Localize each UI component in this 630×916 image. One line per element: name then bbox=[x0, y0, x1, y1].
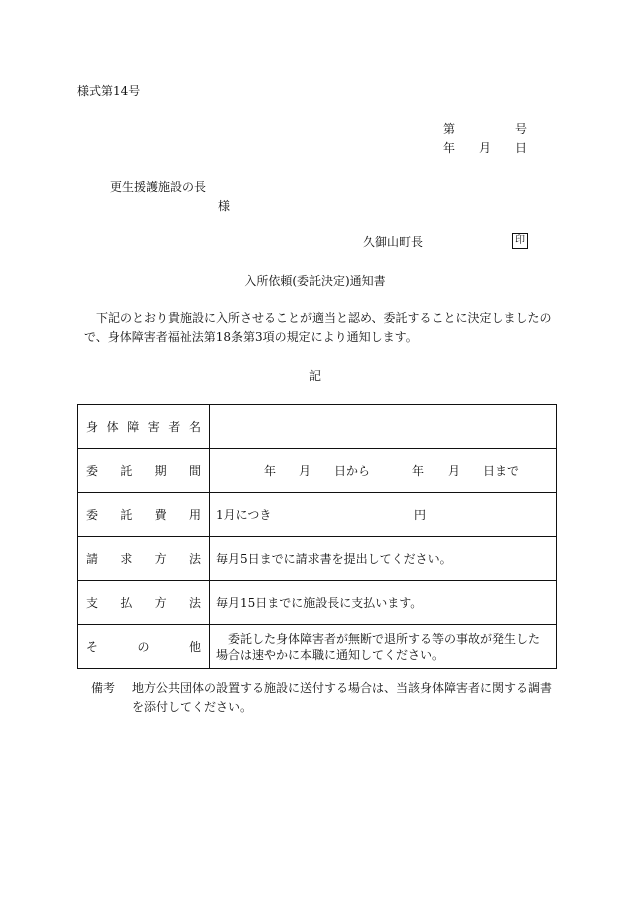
label-char: 託 bbox=[120, 508, 133, 522]
label-char: 他 bbox=[188, 640, 201, 654]
period-start-month: 月 bbox=[299, 463, 312, 478]
addressee-honorific: 様 bbox=[218, 199, 231, 213]
period-value bbox=[210, 449, 557, 493]
detail-table bbox=[77, 404, 557, 669]
remarks-text: 地方公共団体の設置する施設に送付する場合は、当該身体障害者に関する調書を添付してください。 bbox=[132, 681, 553, 714]
table-row bbox=[78, 493, 557, 537]
body-line-2: で、身体障害者福祉法第18条第3項の規定により通知します。 bbox=[84, 330, 418, 344]
label-cell bbox=[78, 537, 210, 581]
label-fee bbox=[86, 506, 201, 523]
body-line-1: 下記のとおり貴施設に入所させることが適当と認め、委託することに決定しましたの bbox=[96, 311, 552, 325]
fee-unit: 円 bbox=[414, 507, 427, 522]
label-char: 方 bbox=[154, 596, 167, 610]
addressee-name: 更生援護施設の長 bbox=[110, 180, 207, 194]
label-period bbox=[86, 462, 201, 479]
label-char: 害 bbox=[147, 420, 160, 434]
label-payment-method bbox=[86, 594, 201, 611]
table-row bbox=[78, 625, 557, 669]
period-start-day: 日から bbox=[334, 463, 371, 478]
label-char: 期 bbox=[154, 464, 167, 478]
body-text bbox=[84, 309, 556, 347]
label-char: 者 bbox=[168, 420, 181, 434]
document-date bbox=[443, 140, 527, 156]
form-number: 様式第14号 bbox=[77, 84, 141, 98]
date-day: 日 bbox=[514, 141, 527, 155]
label-char: 求 bbox=[120, 552, 133, 566]
label-cell bbox=[78, 449, 210, 493]
payment-method-value: 毎月15日までに施設長に支払います。 bbox=[210, 581, 557, 625]
fee-fields bbox=[216, 507, 550, 523]
label-char: 用 bbox=[188, 508, 201, 522]
label-cell bbox=[78, 581, 210, 625]
fee-value bbox=[210, 493, 557, 537]
period-end-month: 月 bbox=[448, 463, 461, 478]
label-char: 間 bbox=[188, 464, 201, 478]
table-row bbox=[78, 405, 557, 449]
table-row bbox=[78, 449, 557, 493]
fee-per-month: 1月につき bbox=[216, 507, 272, 522]
table-row bbox=[78, 581, 557, 625]
date-month: 月 bbox=[478, 141, 491, 155]
label-char: 支 bbox=[86, 596, 99, 610]
period-fields bbox=[216, 463, 550, 479]
label-billing-method bbox=[86, 550, 201, 567]
label-char: 名 bbox=[188, 420, 201, 434]
label-char: 託 bbox=[120, 464, 133, 478]
label-person-name bbox=[86, 418, 201, 435]
doc-number-suffix: 号 bbox=[514, 122, 527, 136]
ki-heading: 記 bbox=[308, 369, 321, 383]
label-char: 委 bbox=[86, 508, 99, 522]
label-char: 請 bbox=[86, 552, 99, 566]
label-cell bbox=[78, 493, 210, 537]
date-year: 年 bbox=[443, 141, 456, 155]
remarks-label: 備考 bbox=[91, 681, 116, 695]
label-cell bbox=[78, 625, 210, 669]
label-char: 委 bbox=[86, 464, 99, 478]
label-char: 費 bbox=[154, 508, 167, 522]
document-title: 入所依頼(委託決定)通知書 bbox=[244, 274, 386, 288]
period-end-year: 年 bbox=[412, 463, 425, 478]
label-other bbox=[86, 638, 201, 655]
label-char: 法 bbox=[188, 552, 201, 566]
period-start-year: 年 bbox=[264, 463, 277, 478]
table-row bbox=[78, 537, 557, 581]
period-end-day: 日まで bbox=[483, 463, 520, 478]
issuer-name: 久御山町長 bbox=[363, 235, 424, 249]
doc-number-prefix: 第 bbox=[443, 122, 456, 136]
label-char: 体 bbox=[106, 420, 119, 434]
seal-mark: 印 bbox=[512, 233, 528, 249]
other-value bbox=[210, 625, 557, 669]
label-char: の bbox=[137, 640, 150, 654]
person-name-value bbox=[210, 405, 557, 449]
label-char: 払 bbox=[120, 596, 133, 610]
billing-method-value: 毎月5日までに請求書を提出してください。 bbox=[210, 537, 557, 581]
label-char: 障 bbox=[127, 420, 140, 434]
label-char: 身 bbox=[86, 420, 99, 434]
document-number bbox=[443, 121, 527, 137]
label-char: 法 bbox=[188, 596, 201, 610]
label-cell bbox=[78, 405, 210, 449]
label-char: そ bbox=[86, 640, 99, 654]
other-text: 委託した身体障害者が無断で退所する等の事故が発生した場合は速やかに本職に通知してください。 bbox=[216, 631, 541, 662]
label-char: 方 bbox=[154, 552, 167, 566]
remarks bbox=[91, 679, 561, 717]
